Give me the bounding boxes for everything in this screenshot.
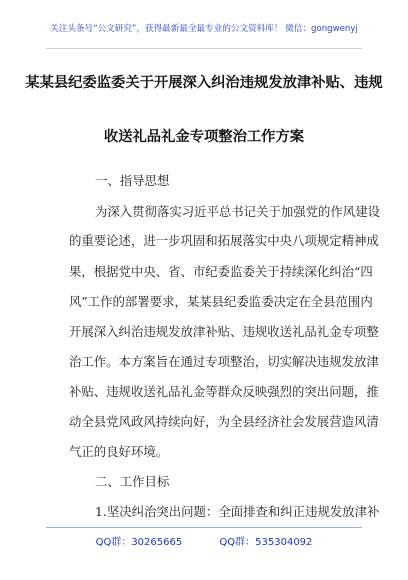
header-note: 关注头条号“公文研究”，获得最新最全最专业的公文资料库！ 微信：gongwenyj bbox=[50, 24, 358, 34]
document-title-line-2: 收送礼品礼金专项整治工作方案 bbox=[103, 129, 305, 145]
qq-group-1: QQ群：30265665 bbox=[95, 537, 183, 548]
line-text: 的重要论述，进一步巩固和拓展落实中央八项规定精神成 bbox=[69, 233, 379, 248]
footer-contact bbox=[0, 533, 408, 548]
qq-group-2: QQ群：535304092 bbox=[219, 537, 313, 548]
footer-divider bbox=[46, 527, 362, 528]
line-text: 补贴、违规收送礼品礼金等群众反映强烈的突出问题，推 bbox=[69, 384, 379, 399]
line-text: 1.坚决纠治突出问题：全面排查和纠正违规发放津补 bbox=[95, 504, 380, 519]
line-text: 开展深入纠治违规发放津补贴、违规收送礼品礼金专项整 bbox=[69, 324, 379, 339]
line-text: 治工作。本方案旨在通过专项整治，切实解决违规发放津 bbox=[69, 354, 379, 369]
line-text: 一、指导思想 bbox=[95, 173, 170, 188]
document-title-line-1: 某某县纪委监委关于开展深入纠治违规发放津补贴、违规 bbox=[25, 75, 383, 91]
line-text: 果，根据党中央、省、市纪委监委关于持续深化纠治“四 bbox=[69, 264, 373, 279]
header-divider bbox=[46, 48, 362, 49]
line-text: 风”工作的部署要求，某某县纪委监委决定在全县范围内 bbox=[69, 294, 373, 309]
line-text: 二、工作目标 bbox=[95, 474, 170, 489]
line-text: 动全县党风政风持续向好，为全县经济社会发展营造风清 bbox=[69, 414, 379, 429]
line-text: 气正的良好环境。 bbox=[69, 444, 169, 459]
line-text: 为深入贯彻落实习近平总书记关于加强党的作风建设 bbox=[95, 204, 380, 219]
